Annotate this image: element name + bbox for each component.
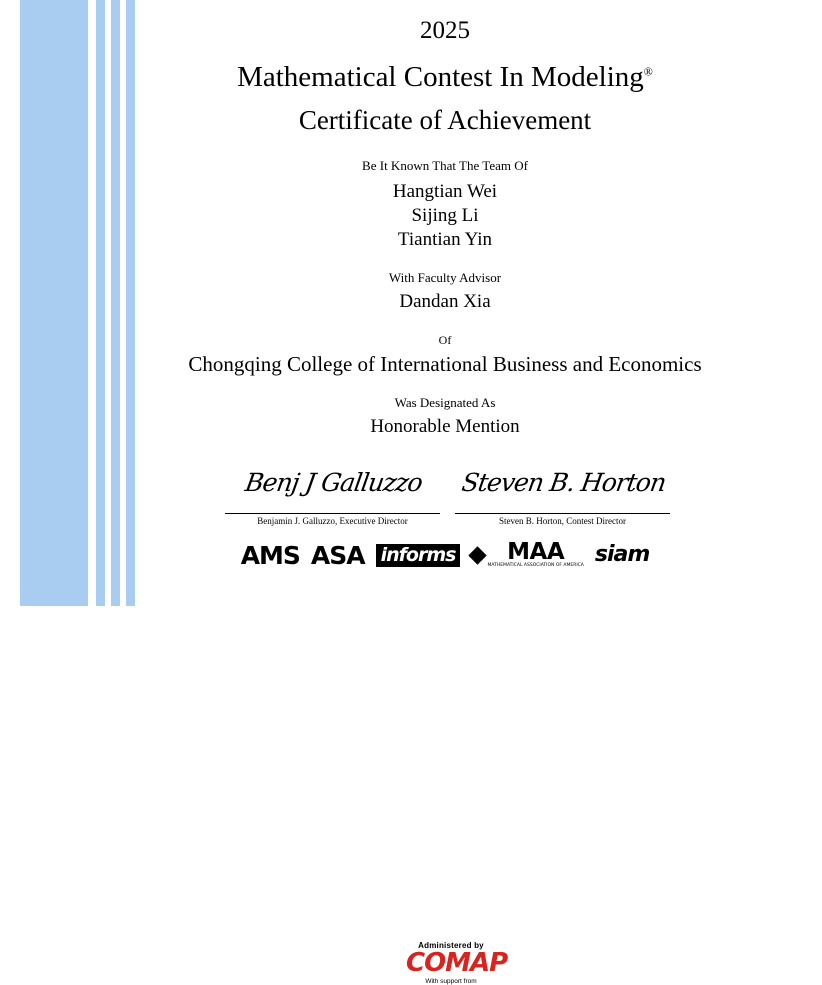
team-member-list xyxy=(140,180,750,252)
team-member-name: Hangtian Wei xyxy=(392,181,498,203)
decorative-bar-thin-1 xyxy=(96,0,105,606)
signature-mark: Benj J Galluzzo xyxy=(243,468,425,497)
designation-intro-label: Was Designated As xyxy=(394,395,496,411)
administered-by-label: Administered by xyxy=(418,941,484,950)
sponsor-logo-row xyxy=(140,538,750,572)
of-label: Of xyxy=(438,332,452,347)
asa-logo: ASA xyxy=(310,540,365,570)
signature-block-contest-director xyxy=(455,470,670,526)
comap-wordmark: COMAP xyxy=(406,948,508,978)
maa-wordmark: MAA xyxy=(507,539,565,566)
contest-title xyxy=(140,61,750,94)
decorative-side-bars xyxy=(0,0,140,606)
ams-logo: AMS xyxy=(240,540,300,570)
signature-caption: Steven B. Horton, Contest Director xyxy=(455,513,670,526)
institution-name: Chongqing College of International Business and Economics xyxy=(188,352,702,377)
decorative-bar-thin-3 xyxy=(126,0,135,606)
contest-year: 2025 xyxy=(420,17,470,44)
signature-block-executive-director xyxy=(225,470,440,526)
certificate-content xyxy=(140,0,750,438)
comap-logo xyxy=(406,941,508,985)
team-member-name: Tiantian Yin xyxy=(397,229,493,251)
team-member-name: Sijing Li xyxy=(411,205,479,227)
advisor-intro-label: With Faculty Advisor xyxy=(388,270,502,286)
decorative-bar-thin-2 xyxy=(111,0,120,606)
signature-mark: Steven B. Horton xyxy=(459,468,668,497)
informs-logo: informs xyxy=(376,544,461,567)
support-label: With support from xyxy=(425,978,477,985)
maa-subtitle: MATHEMATICAL ASSOCIATION OF AMERICA xyxy=(487,563,584,569)
decorative-bar-wide xyxy=(20,0,88,606)
registered-trademark-icon: ® xyxy=(643,63,653,78)
team-intro-label: Be It Known That The Team Of xyxy=(362,157,528,173)
certificate-subtitle: Certificate of Achievement xyxy=(298,104,592,135)
contest-title-text: Mathematical Contest In Modeling xyxy=(237,60,644,93)
advisor-name: Dandan Xia xyxy=(399,290,491,312)
signature-caption: Benjamin J. Galluzzo, Executive Director xyxy=(225,513,440,526)
award-level: Honorable Mention xyxy=(370,415,520,437)
siam-logo: siam xyxy=(594,542,650,567)
diamond-icon xyxy=(469,546,487,564)
maa-logo xyxy=(471,541,583,569)
